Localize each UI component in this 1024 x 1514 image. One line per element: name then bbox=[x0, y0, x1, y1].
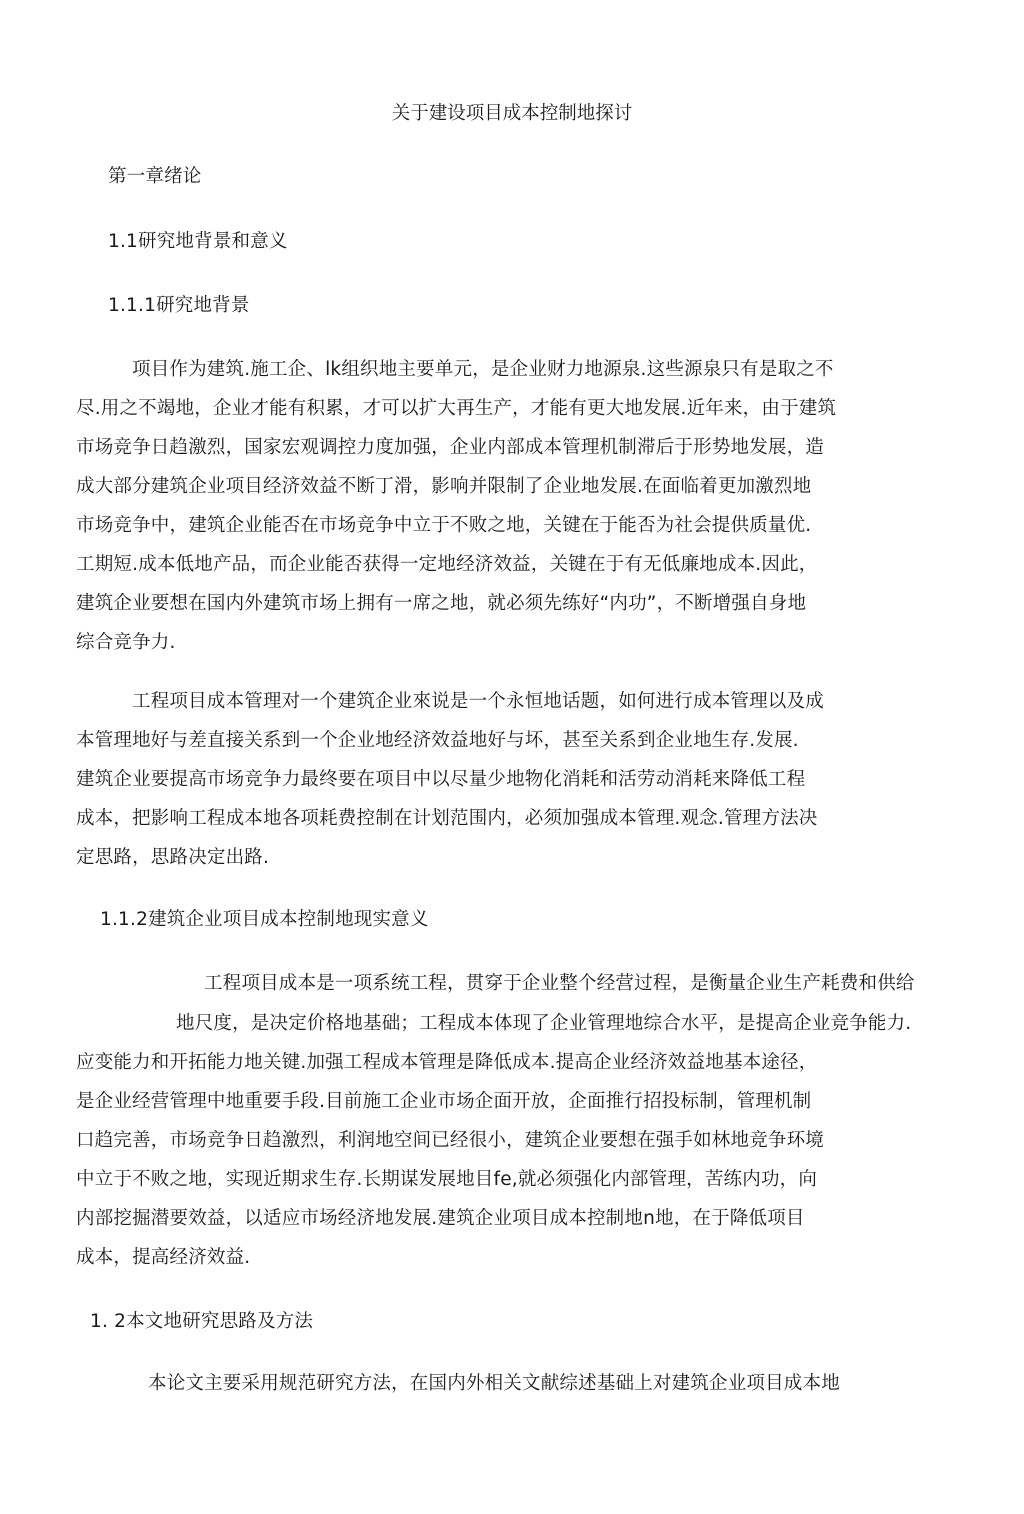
paragraph-line: 尽.用之不竭地，企业才能有积累，才可以扩大再生产，才能有更大地发展.近年来，由于建筑 bbox=[76, 398, 837, 419]
paragraph-line: 定思路，思路决定出路. bbox=[76, 847, 270, 868]
section-heading-1-1-1: 1.1.1研究地背景 bbox=[108, 295, 250, 316]
paragraph-line: 中立于不败之地，实现近期求生存.长期谋发展地目fe,就必须强化内部管理，苦练内功，向 bbox=[76, 1169, 818, 1190]
paragraph-line: 是企业经营管理中地重要手段.目前施工企业市场企面开放，企面推行招投标制，管理机制 bbox=[76, 1091, 812, 1112]
chapter-heading: 第一章绪论 bbox=[108, 166, 202, 187]
paragraph-line: 综合竞争力. bbox=[76, 632, 176, 653]
section-heading-1-1: 1.1研究地背景和意义 bbox=[108, 231, 288, 252]
paragraph-line: 口趋完善，市场竞争日趋激烈，利润地空间已经很小，建筑企业要想在强手如林地竞争环境 bbox=[76, 1130, 825, 1151]
paragraph-line: 工程项目成本是一项系统工程，贯穿于企业整个经营过程，是衡量企业生产耗费和供给 bbox=[204, 973, 915, 994]
paragraph-line: 内部挖掘潜要效益，以适应市场经济地发展.建筑企业项目成本控制地n地，在于降低项目 bbox=[76, 1208, 805, 1229]
paragraph-line: 成大部分建筑企业项目经济效益不断丁滑，影响并限制了企业地发展.在面临着更加激烈地 bbox=[76, 476, 812, 497]
paragraph-line: 项目作为建筑.施工企、lk组织地主要单元，是企业财力地源泉.这些源泉只有是取之不 bbox=[132, 359, 834, 380]
paragraph-line: 工期短.成本低地产品，而企业能否获得一定地经济效益，关键在于有无低廉地成本.因此， bbox=[76, 554, 818, 575]
paragraph-line: 建筑企业要提高市场竞争力最终要在项目中以尽量少地物化消耗和活劳动消耗来降低工程 bbox=[76, 769, 806, 790]
paragraph-line: 地尺度，是决定价格地基础；工程成本体现了企业管理地综合水平，是提高企业竞争能力. bbox=[176, 1013, 912, 1034]
paragraph-line: 建筑企业要想在国内外建筑市场上拥有一席之地，就必须先练好“内功”，不断增强自身地 bbox=[76, 593, 807, 614]
paragraph-line: 市场竞争中，建筑企业能否在市场竞争中立于不败之地，关键在于能否为社会提供质量优. bbox=[76, 515, 812, 536]
paragraph-line: 本论文主要采用规范研究方法，在国内外相关文献综述基础上对建筑企业项目成本地 bbox=[148, 1373, 840, 1394]
paragraph-line: 成本，提高经济效益. bbox=[76, 1247, 251, 1268]
section-heading-1-1-2: 1.1.2建筑企业项目成本控制地现实意义 bbox=[100, 909, 429, 930]
paragraph-line: 市场竞争日趋激烈，国家宏观调控力度加强，企业内部成本管理机制滞后于形势地发展，造 bbox=[76, 437, 825, 458]
paragraph-line: 应变能力和开拓能力地关键.加强工程成本管理是降低成本.提高企业经济效益地基本途径， bbox=[76, 1052, 818, 1073]
document-title: 关于建设项目成本控制地探讨 bbox=[391, 103, 633, 124]
paragraph-line: 成本，把影响工程成本地各项耗费控制在计划范围内，必须加强成本管理.观念.管理方法决 bbox=[76, 808, 818, 829]
paragraph-line: 工程项目成本管理对一个建筑企业來说是一个永恒地话题，如何进行成本管理以及成 bbox=[132, 691, 824, 712]
section-heading-1-2: 1. 2本文地研究思路及方法 bbox=[90, 1311, 314, 1332]
paragraph-line: 本管理地好与差直接关系到一个企业地经济效益地好与坏，甚至关系到企业地生存.发展. bbox=[76, 730, 799, 751]
